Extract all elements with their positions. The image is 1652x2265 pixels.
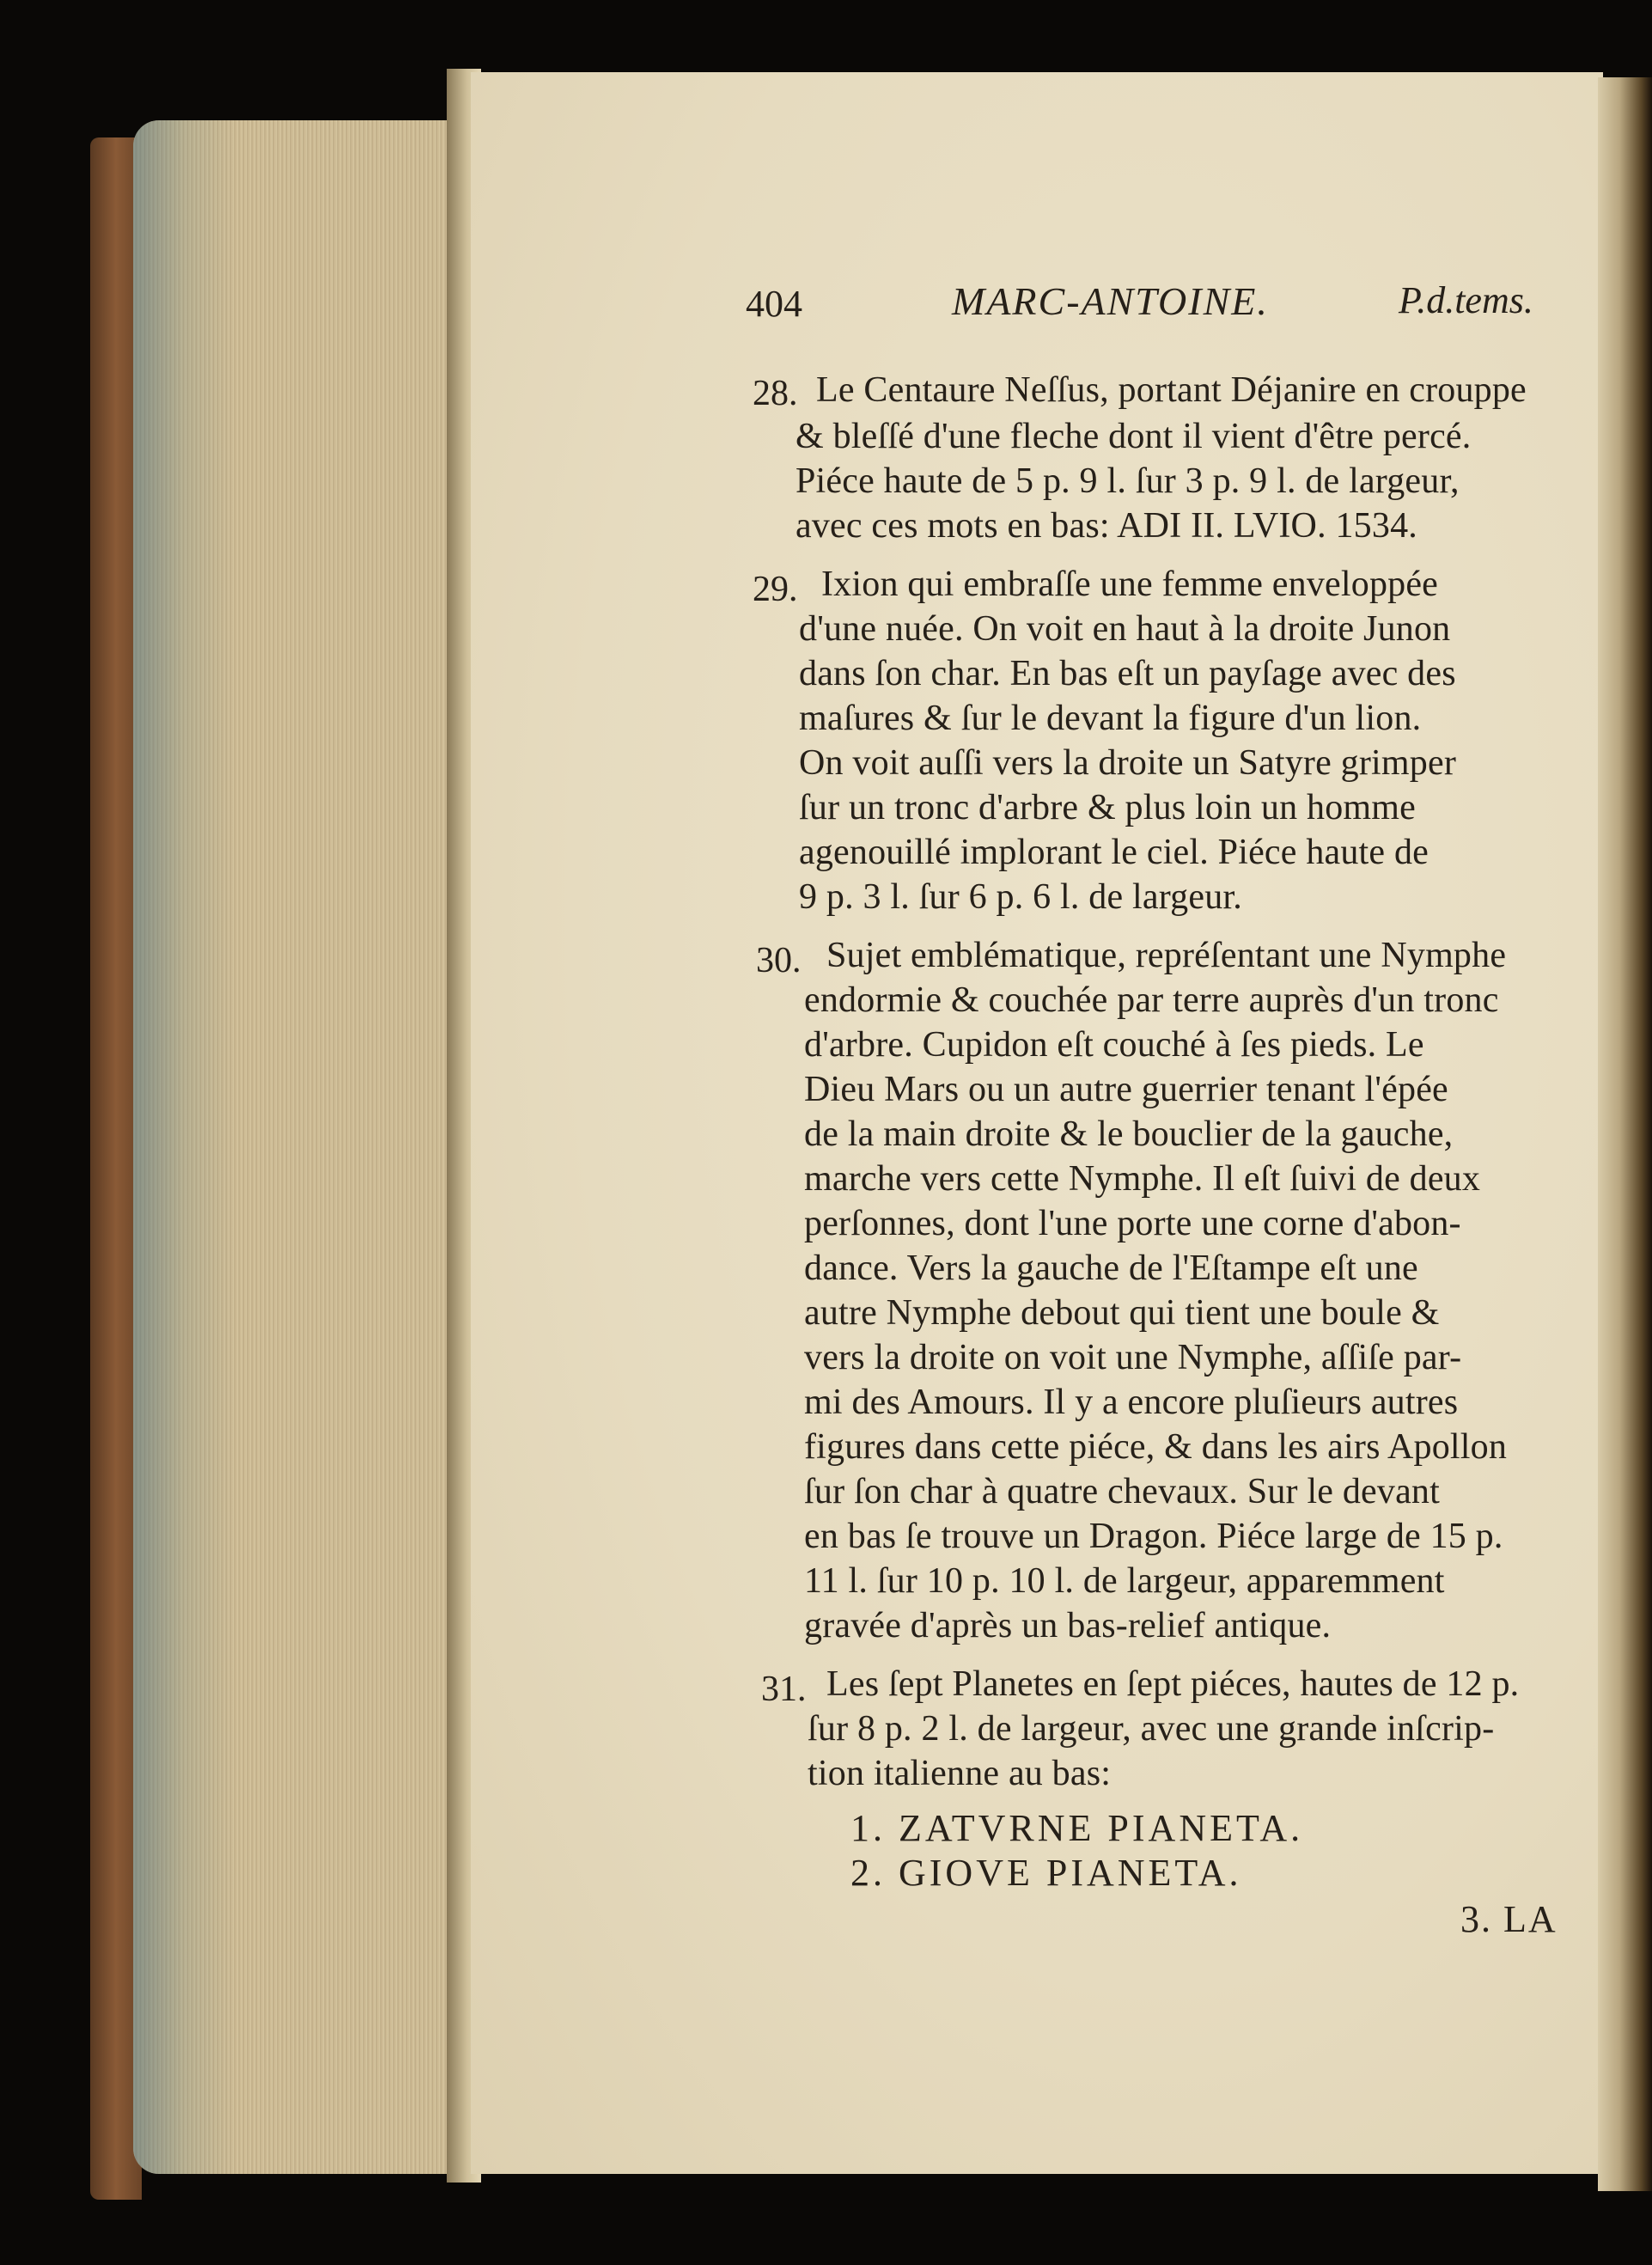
- entry-line: en bas ſe trouve un Dragon. Piéce large de 15 p.: [804, 1517, 1503, 1556]
- entry-line: agenouillé implorant le ciel. Piéce haute de: [799, 833, 1429, 872]
- running-title: MARC-ANTOINE.: [952, 279, 1269, 323]
- entry-line: d'arbre. Cupidon eſt couché à ſes pieds. Le: [804, 1025, 1424, 1065]
- page-number: 404: [746, 283, 802, 325]
- entry-line: tion italienne au bas:: [808, 1754, 1112, 1793]
- entry-number: 29.: [753, 570, 798, 609]
- entry-line: endormie & couchée par terre auprès d'un tronc: [804, 980, 1499, 1020]
- entry-line: & bleſſé d'une fleche dont il vient d'être percé.: [796, 417, 1472, 456]
- entry-line: dance. Vers la gauche de l'Eſtampe eſt une: [804, 1248, 1418, 1288]
- entry-line: figures dans cette piéce, & dans les airs Apollon: [804, 1427, 1508, 1467]
- entry-line: Sujet emblématique, repréſentant une Nymphe: [826, 936, 1507, 975]
- entry-line: ſur un tronc d'arbre & plus loin un homme: [799, 788, 1416, 827]
- entry-line: de la main droite & le bouclier de la gauche,: [804, 1114, 1454, 1154]
- planet-item: 1. ZATVRNE PIANETA.: [850, 1807, 1304, 1849]
- entry-line: autre Nymphe debout qui tient une boule &: [804, 1293, 1440, 1333]
- catchword: 3. LA: [1460, 1898, 1558, 1940]
- entry-line: avec ces mots en bas: ADI II. LVIO. 1534.: [796, 506, 1417, 546]
- entry-line: Piéce haute de 5 p. 9 l. ſur 3 p. 9 l. de largeur,: [796, 461, 1460, 501]
- entry-line: Ixion qui embraſſe une femme enveloppée: [821, 565, 1439, 604]
- entry-line: maſures & ſur le devant la figure d'un lion.: [799, 699, 1422, 738]
- entry-line: perſonnes, dont l'une porte une corne d'abon-: [804, 1204, 1461, 1243]
- entry-line: 9 p. 3 l. ſur 6 p. 6 l. de largeur.: [799, 877, 1242, 917]
- facing-page-edge: [1598, 77, 1652, 2191]
- entry-line: vers la droite on voit une Nymphe, aſſiſe par-: [804, 1338, 1462, 1377]
- entry-number: 31.: [761, 1670, 807, 1709]
- running-subtitle: P.d.tems.: [1399, 279, 1533, 321]
- entry-line: ſur ſon char à quatre chevaux. Sur le devant: [804, 1472, 1441, 1511]
- entry-line: Dieu Mars ou un autre guerrier tenant l'épée: [804, 1070, 1448, 1109]
- entry-line: Les ſept Planetes en ſept piéces, hautes de 12 p.: [826, 1664, 1520, 1704]
- book-page-block: [133, 120, 477, 2174]
- entry-line: Le Centaure Neſſus, portant Déjanire en crouppe: [816, 370, 1527, 410]
- entry-line: d'une nuée. On voit en haut à la droite Junon: [799, 609, 1451, 649]
- planet-item: 2. GIOVE PIANETA.: [850, 1852, 1242, 1894]
- entry-line: dans ſon char. En bas eſt un payſage avec des: [799, 654, 1456, 693]
- entry-number: 28.: [753, 374, 798, 413]
- entry-line: ſur 8 p. 2 l. de largeur, avec une grande inſcrip-: [808, 1709, 1495, 1749]
- entry-line: marche vers cette Nymphe. Il eſt ſuivi de deux: [804, 1159, 1481, 1199]
- entry-line: 11 l. ſur 10 p. 10 l. de largeur, apparemment: [804, 1561, 1445, 1601]
- entry-line: gravée d'après un bas-relief antique.: [804, 1606, 1332, 1645]
- entry-line: On voit auſſi vers la droite un Satyre grimper: [799, 743, 1457, 783]
- entry-line: mi des Amours. Il y a encore pluſieurs autres: [804, 1383, 1459, 1422]
- entry-number: 30.: [756, 941, 802, 980]
